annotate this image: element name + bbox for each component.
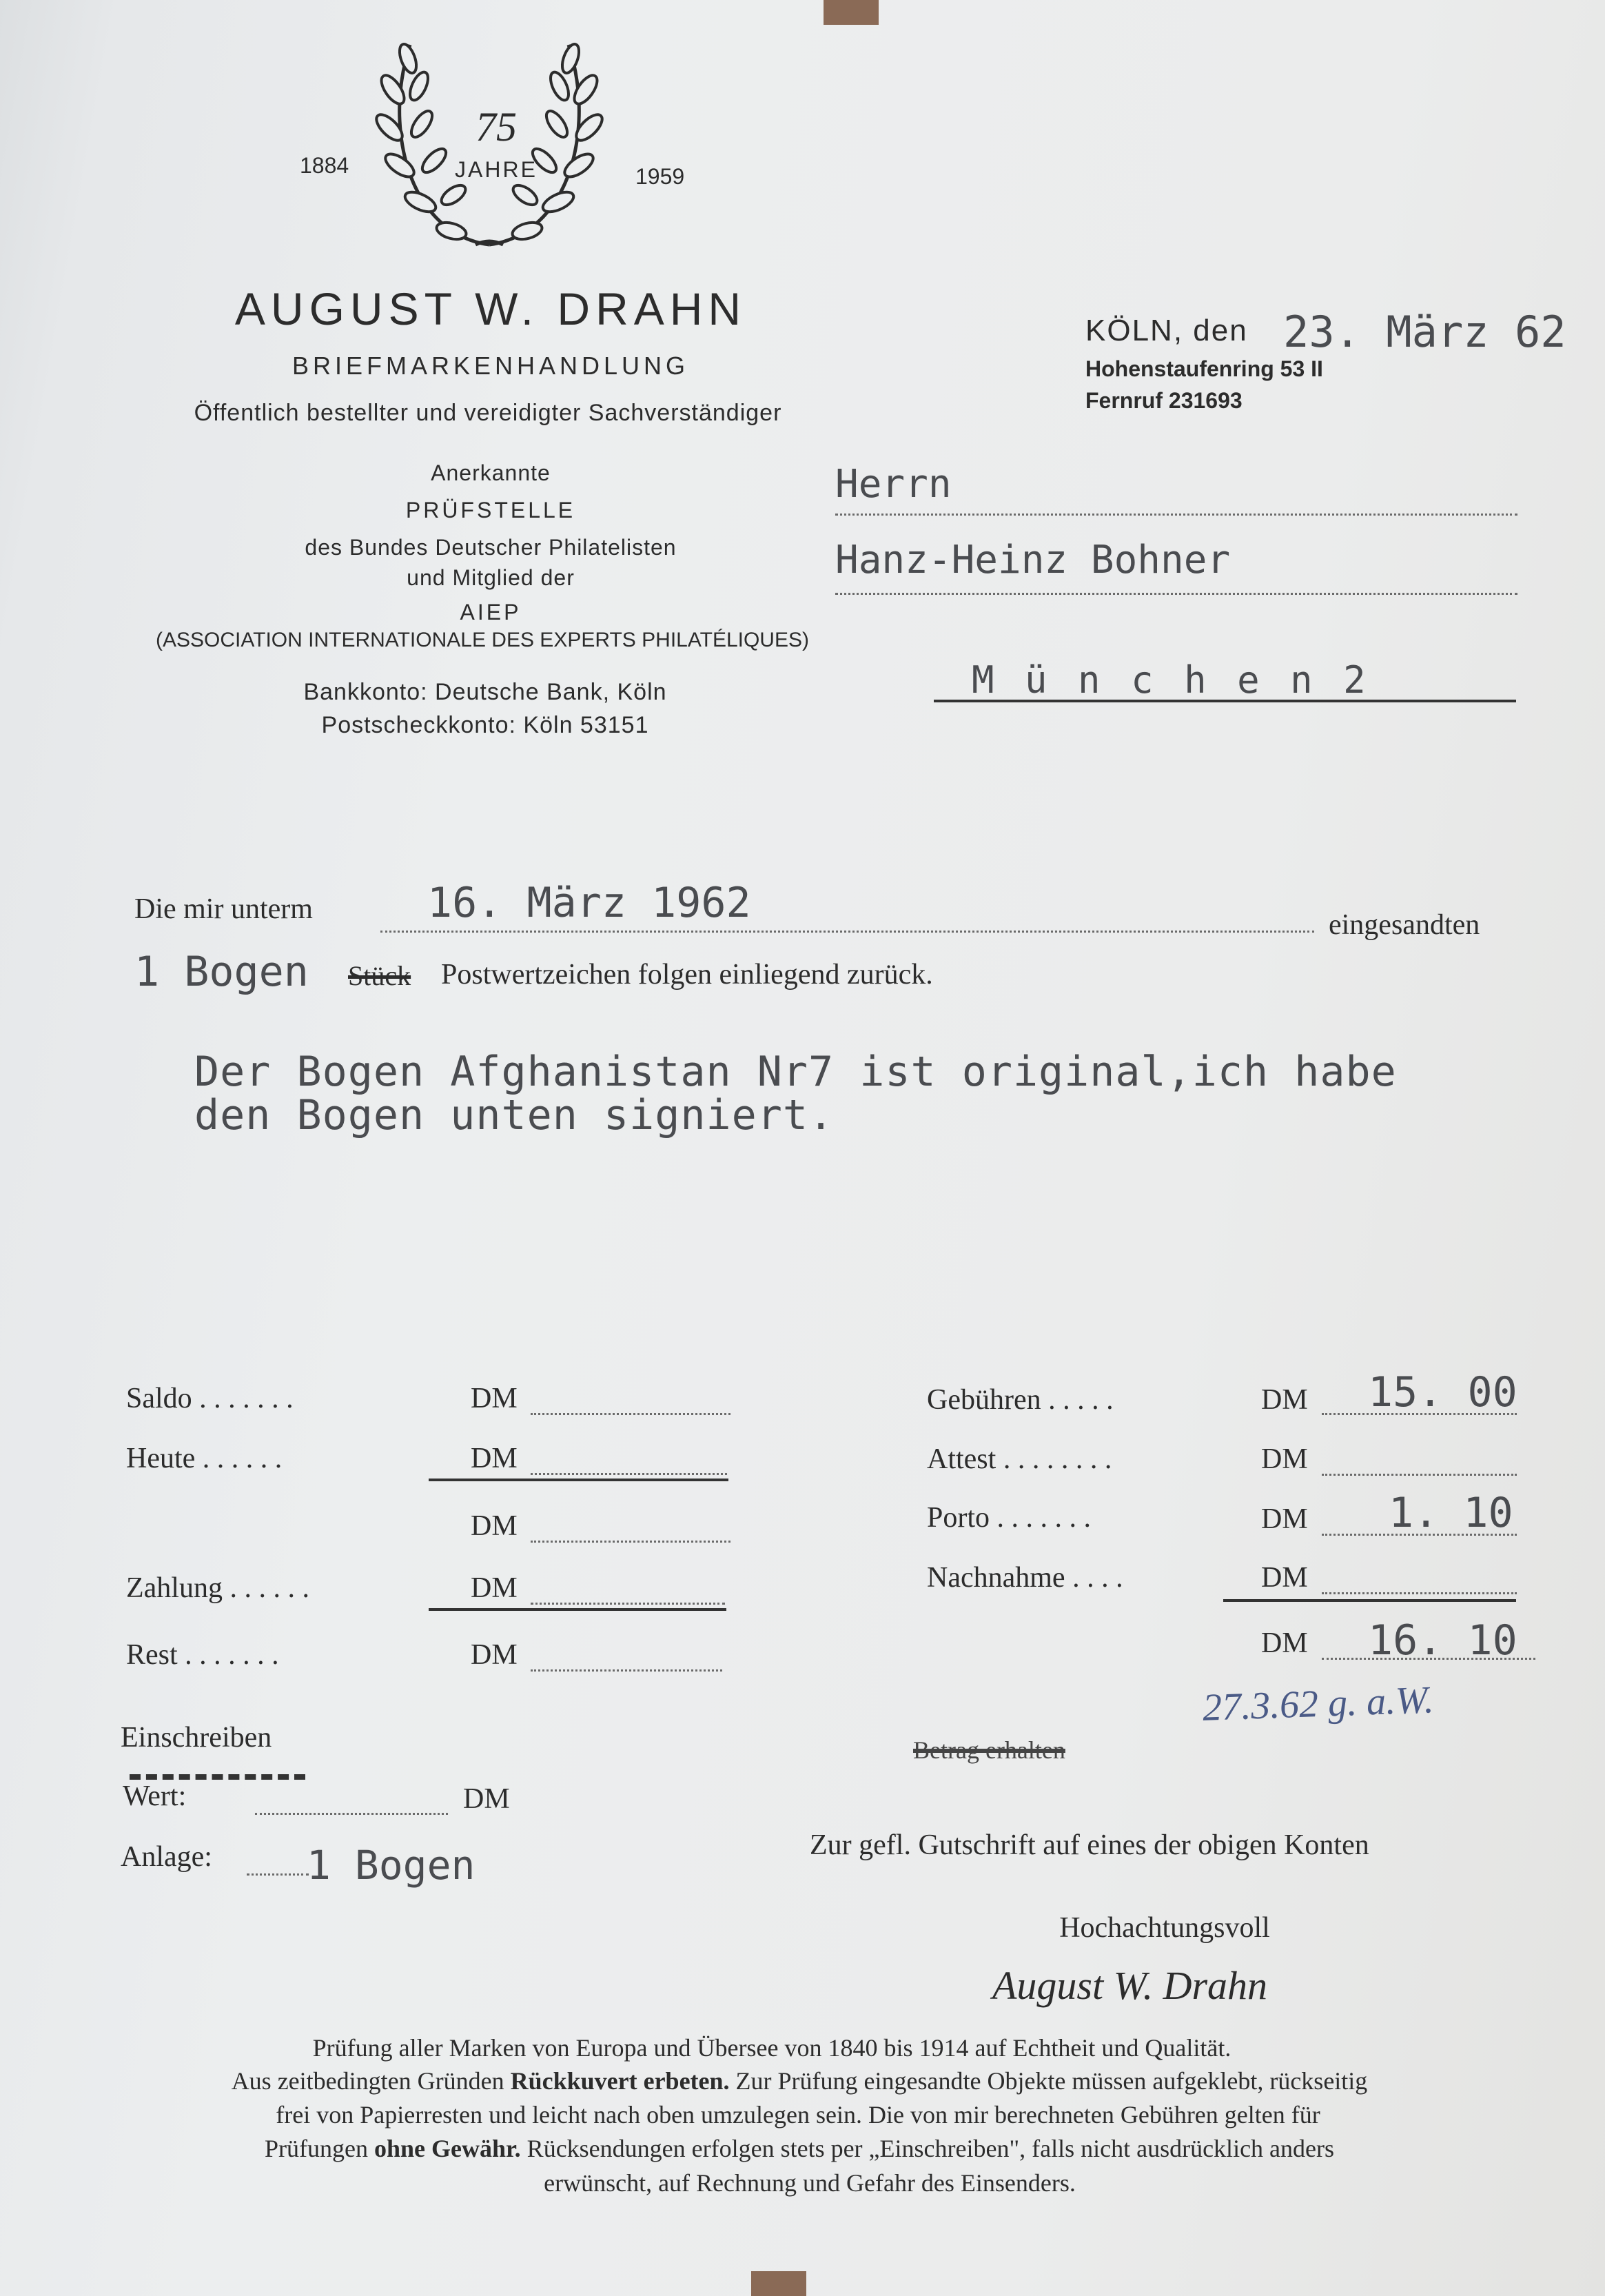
received-date: 16. März 1962 <box>427 879 751 927</box>
recognition-line-4: und Mitglied der <box>407 565 575 590</box>
attest-line <box>1322 1474 1517 1476</box>
recognition-line-3: des Bundes Deutscher Philatelisten <box>305 535 677 560</box>
footer-line-4-bold: ohne Gewähr. <box>374 2135 521 2162</box>
quantity: 1 Bogen <box>134 948 309 996</box>
postal-account: Postscheckkonto: Köln 53151 <box>321 712 649 738</box>
zahlung-label: Zahlung . . . . . . <box>126 1572 309 1604</box>
year-start: 1884 <box>300 153 349 178</box>
registration-title: Einschreiben <box>121 1722 272 1754</box>
message-line-1: Der Bogen Afghanistan Nr7 ist original,ich habe <box>194 1048 1397 1096</box>
recipient-line-1 <box>835 514 1517 516</box>
date-fill-line <box>380 931 1314 933</box>
year-end: 1959 <box>635 164 685 189</box>
registration-value-label: Wert: <box>123 1780 187 1812</box>
intro-prefix: Die mir unterm <box>134 893 313 925</box>
footer-line-2-bold: Rückkuvert erbeten. <box>510 2067 730 2095</box>
company-name: AUGUST W. DRAHN <box>234 283 747 334</box>
porto-value: 1. 10 <box>1389 1489 1513 1537</box>
porto-line <box>1322 1534 1517 1536</box>
nachnahme-line <box>1322 1592 1517 1594</box>
footer-line-4-pre: Prüfungen <box>264 2135 368 2162</box>
porto-label: Porto . . . . . . . <box>927 1502 1092 1534</box>
heute-rule <box>429 1479 728 1481</box>
closing-phrase: Hochachtungsvoll <box>1059 1912 1270 1944</box>
footer-line-2-pre: Aus zeitbedingten Gründen <box>231 2067 504 2095</box>
recipient-name: Hanz-Heinz Bohner <box>835 538 1231 582</box>
rest-line <box>531 1669 722 1672</box>
struck-received-label: Betrag erhalten <box>913 1736 1065 1764</box>
nachnahme-rule <box>1223 1599 1516 1602</box>
gebuehren-label: Gebühren . . . . . <box>927 1384 1114 1416</box>
phone-number: Fernruf 231693 <box>1085 388 1243 413</box>
recognition-line-2: PRÜFSTELLE <box>405 498 576 522</box>
tape-top <box>824 0 879 25</box>
footer-line-3: frei von Papierresten und leicht nach oben umzulegen sein. Die von mir berechneten Gebühren gelten für <box>276 2101 1320 2129</box>
recipient-salutation: Herrn <box>835 462 952 507</box>
city-underline <box>934 700 1516 702</box>
enclosure-line <box>247 1873 309 1876</box>
street-address: Hohenstaufenring 53 II <box>1085 356 1323 381</box>
registration-value-line <box>255 1813 448 1815</box>
anniversary-number: 75 <box>476 104 517 150</box>
zahlung-rule <box>429 1608 726 1611</box>
nachnahme-label: Nachnahme . . . . <box>927 1562 1123 1594</box>
total-currency: DM <box>1261 1627 1308 1659</box>
heute-line <box>531 1473 727 1475</box>
rest-currency: DM <box>471 1639 518 1671</box>
intro-suffix: eingesandten <box>1329 909 1480 941</box>
registration-value-currency: DM <box>463 1783 510 1815</box>
footer-line-2 <box>232 2066 1368 2095</box>
struck-unit: Stück <box>348 960 411 991</box>
enclosure-value: 1 Bogen <box>307 1842 476 1889</box>
saldo-line <box>531 1413 730 1415</box>
tape-bottom <box>751 2271 806 2296</box>
recognition-line-5: AIEP <box>460 600 522 624</box>
nachnahme-currency: DM <box>1261 1562 1308 1594</box>
total-value: 16. 10 <box>1368 1616 1517 1665</box>
recognition-line-1: Anerkannte <box>431 460 551 485</box>
saldo-currency: DM <box>471 1383 518 1414</box>
registration-dash-line <box>130 1774 305 1780</box>
gebuehren-line <box>1322 1413 1517 1415</box>
recipient-line-2 <box>835 593 1517 595</box>
attest-label: Attest . . . . . . . . <box>927 1443 1112 1475</box>
heute-currency: DM <box>471 1443 518 1474</box>
zahlung-currency: DM <box>471 1572 518 1604</box>
return-text: Postwertzeichen folgen einliegend zurück. <box>441 959 933 990</box>
handwritten-payment-note: 27.3.62 g. a.W. <box>1202 1678 1435 1729</box>
signature: August W. Drahn <box>992 1963 1268 2008</box>
business-type: BRIEFMARKENHANDLUNG <box>292 352 690 380</box>
recipient-city: M ü n c h e n 2 <box>972 658 1370 702</box>
credit-note: Zur gefl. Gutschrift auf eines der obigen Konten <box>810 1829 1369 1861</box>
heute-label: Heute . . . . . . <box>126 1443 283 1474</box>
place-prefix: KÖLN, den <box>1085 314 1248 347</box>
footer-line-1: Prüfung aller Marken von Europa und Übersee von 1840 bis 1914 auf Echtheit und Qualität. <box>312 2034 1231 2062</box>
anniversary-word: JAHRE <box>455 157 538 182</box>
enclosure-label: Anlage: <box>121 1841 212 1873</box>
saldo-label: Saldo . . . . . . . <box>126 1383 294 1414</box>
gebuehren-currency: DM <box>1261 1384 1308 1416</box>
total-line <box>1322 1658 1535 1660</box>
footer-line-4-post: Rücksendungen erfolgen stets per „Einschreiben", falls nicht ausdrücklich anders <box>527 2135 1335 2162</box>
bank-account: Bankkonto: Deutsche Bank, Köln <box>303 679 667 705</box>
expert-line: Öffentlich bestellter und vereidigter Sachverständiger <box>194 400 782 426</box>
letter-date: 23. März 62 <box>1283 307 1566 357</box>
message-line-2: den Bogen unten signiert. <box>194 1091 835 1139</box>
rest-label: Rest . . . . . . . <box>126 1639 279 1671</box>
zahlung-line <box>531 1603 725 1605</box>
attest-currency: DM <box>1261 1443 1308 1475</box>
subtotal-currency: DM <box>471 1510 518 1542</box>
footer-line-4 <box>265 2134 1334 2163</box>
footer-line-5: erwünscht, auf Rechnung und Gefahr des Einsenders. <box>544 2169 1076 2197</box>
recognition-line-6: (ASSOCIATION INTERNATIONALE DES EXPERTS PHILATÉLIQUES) <box>156 629 809 651</box>
gebuehren-value: 15. 00 <box>1368 1368 1517 1416</box>
subtotal-line <box>531 1541 730 1543</box>
footer-line-2-post: Zur Prüfung eingesandte Objekte müssen aufgeklebt, rückseitig <box>735 2067 1368 2095</box>
porto-currency: DM <box>1261 1503 1308 1535</box>
